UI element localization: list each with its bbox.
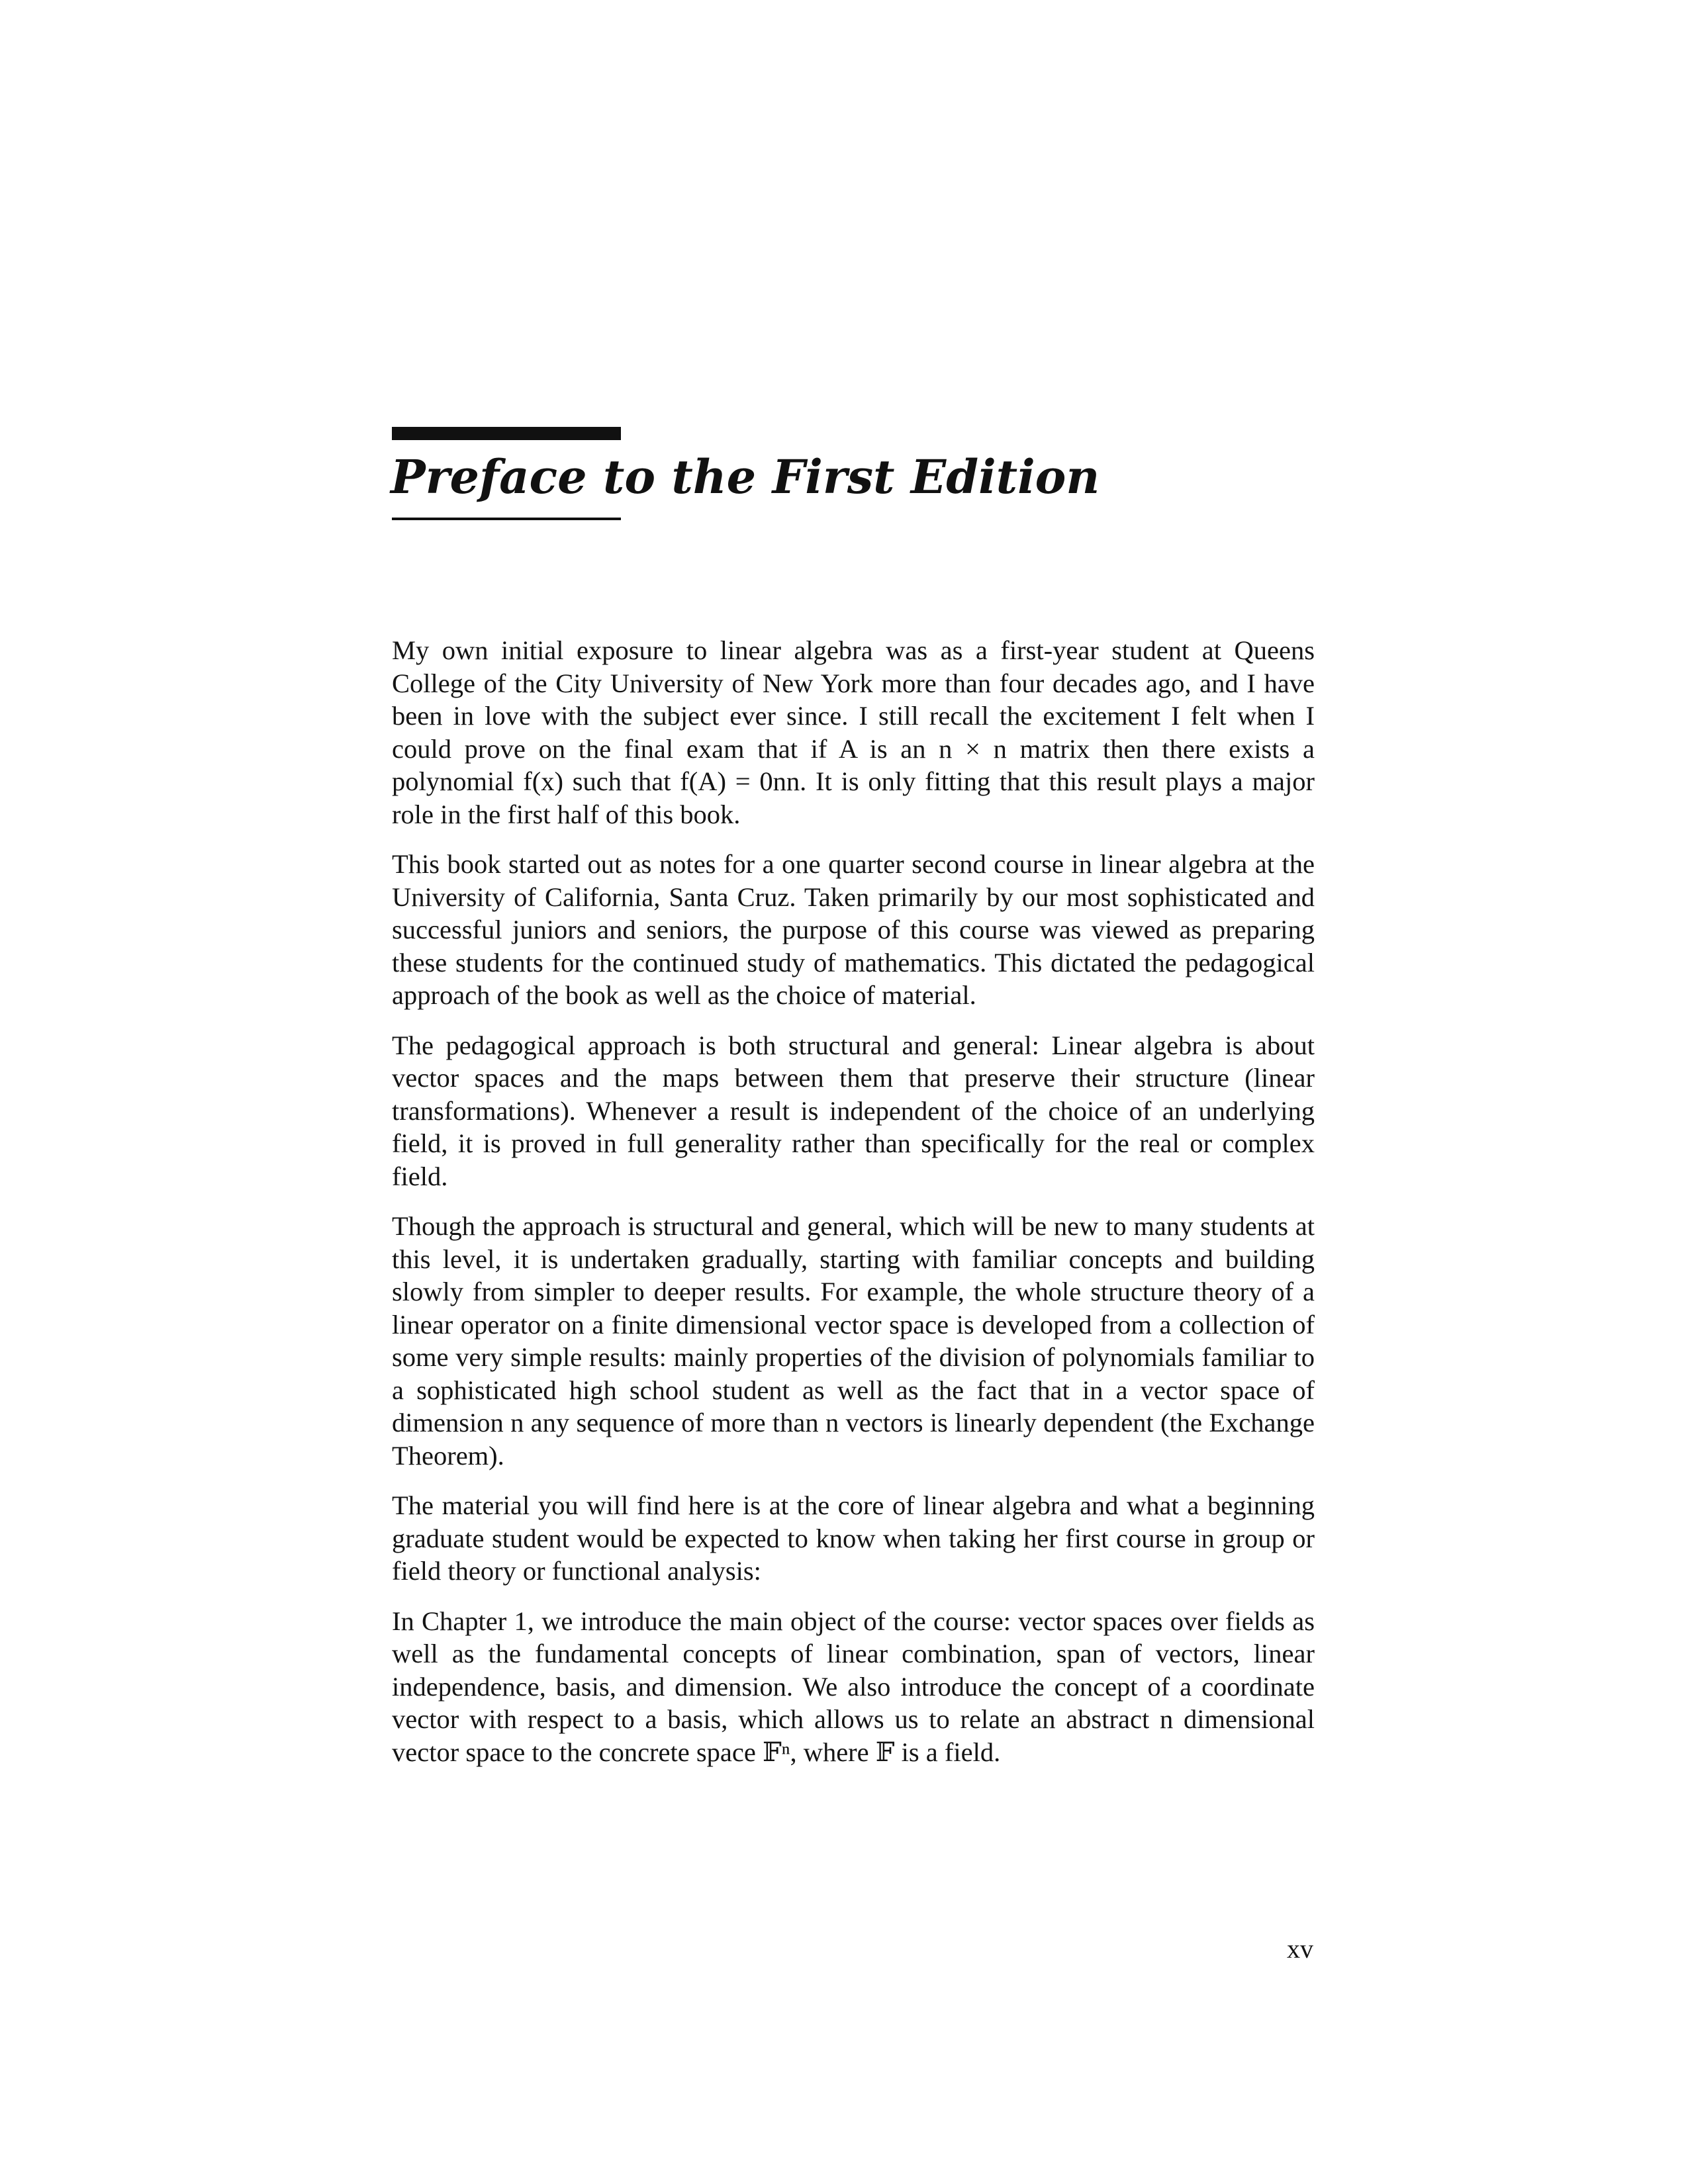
body-text (392, 634, 1315, 1786)
paragraph: In Chapter 1, we introduce the main object of the course: vector spaces over fields as well as the fundamental concepts of linear combination, span of vectors, linear independence, basis, and dimension. We also introduce the concept of a coordinate vector with respect to a basis, which allows us to relate an abstract n dimensional vector space to the concrete space 𝔽ⁿ, where 𝔽 is a field. (392, 1606, 1315, 1767)
chapter-title: Preface to the First Edition (391, 449, 1100, 504)
chapter-title-top-rule (392, 427, 621, 440)
paragraph: Though the approach is structural and general, which will be new to many students at this level, it is undertaken gradually, starting with familiar concepts and building slowly from simpler to deeper results. For example, the whole structure theory of a linear operator on a finite dimensional vector space is developed from a collection of some very simple results: mainly properties of the division of polynomials familiar to a sophisticated high school student as well as the fact that in a vector space of dimension n any sequence of more than n vectors is linearly dependent (the Exchange Theorem). (392, 1211, 1315, 1471)
paragraph: This book started out as notes for a one quarter second course in linear algebra at the University of California, Santa Cruz. Taken primarily by our most sophisticated and successful juniors and seniors, the purpose of this course was viewed as preparing these students for the continued study of mathematics. This dictated the pedagogical approach of the book as well as the choice of material. (392, 849, 1315, 1010)
paragraph: The material you will find here is at the core of linear algebra and what a beginning graduate student would be expected to know when taking her first course in group or field theory or functional analysis: (392, 1490, 1315, 1586)
page-number: xv (1287, 1934, 1313, 1964)
paragraph: The pedagogical approach is both structural and general: Linear algebra is about vector spaces and the maps between them that preserve their structure (linear transformations). Whenever a result is independent of the choice of an underlying field, it is proved in full generality rather than specifically for the real or complex field. (392, 1030, 1315, 1191)
chapter-title-bottom-rule (392, 518, 621, 520)
paragraph: My own initial exposure to linear algebra was as a first-year student at Queens College of the City University of New York more than four decades ago, and I have been in love with the subject ever since. I still recall the excitement I felt when I could prove on the final exam that if A is an n × n matrix then there exists a polynomial f(x) such that f(A) = 0nn. It is only fitting that this result plays a major role in the first half of this book. (392, 635, 1315, 829)
